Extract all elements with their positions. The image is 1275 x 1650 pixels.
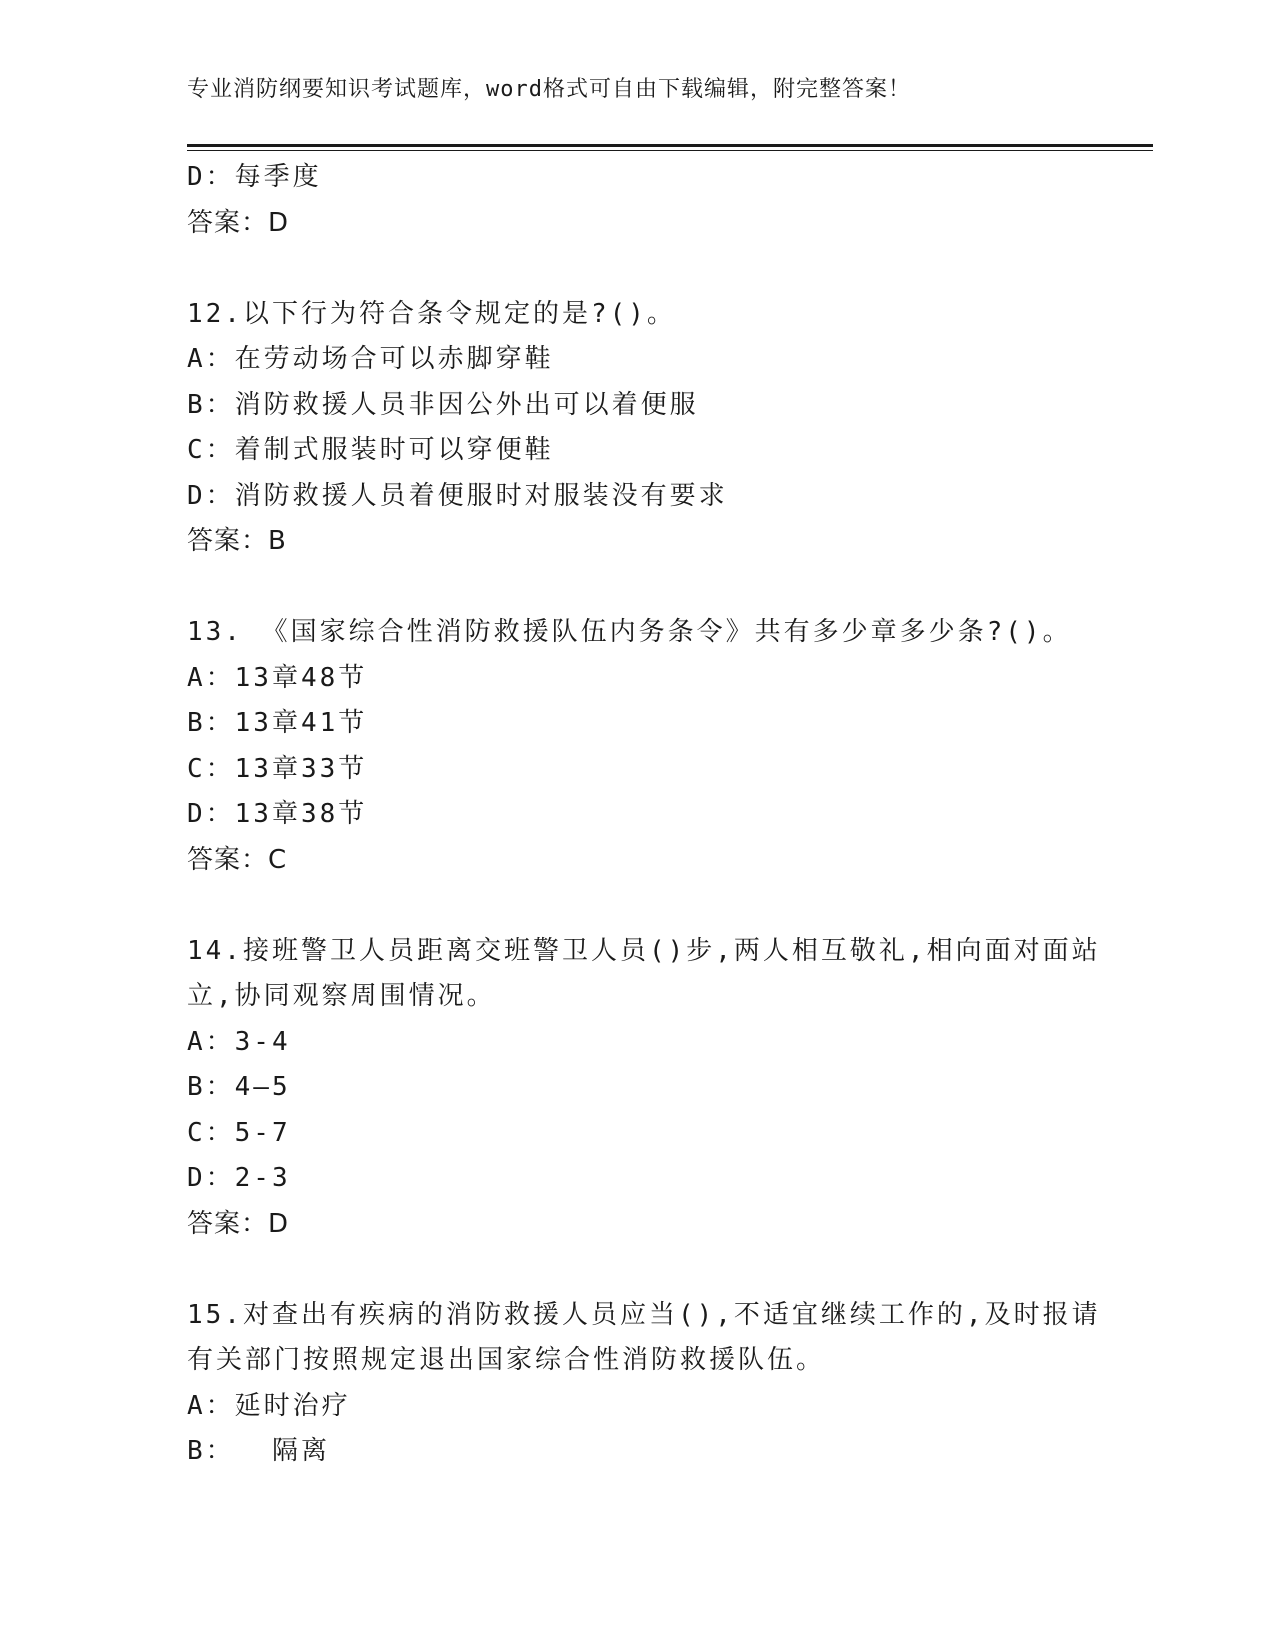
question-stem-12: 12.以下行为符合条令规定的是?()。 (187, 298, 676, 329)
question-stem-15-line-2: 有关部门按照规定退出国家综合性消防救援队伍。 (187, 1345, 826, 1375)
question-stem-14-line-2: 立,协同观察周围情况。 (187, 981, 496, 1011)
answer-line: 答案：C (187, 844, 288, 875)
option-b: B：消防救援人员非因公外出可以着便服 (187, 389, 699, 420)
option-c: C：着制式服装时可以穿便鞋 (187, 435, 554, 465)
option-c: C：5-7 (187, 1117, 291, 1148)
option-a: A：延时治疗 (187, 1390, 351, 1421)
answer-line: 答案：D (187, 1208, 290, 1239)
spacer (187, 246, 1087, 292)
question-stem-13: 13. 《国家综合性消防救援队伍内务条令》共有多少章多少条?()。 (187, 617, 1072, 647)
option-d: D：消防救援人员着便服时对服装没有要求 (187, 480, 728, 511)
page-header-note: 专业消防纲要知识考试题库，word格式可自由下载编辑，附完整答案！ (187, 77, 911, 102)
document-body (187, 155, 1101, 1475)
option-b: B：4—5 (187, 1072, 291, 1102)
option-a: A：3-4 (187, 1026, 291, 1057)
header-rule-thick (187, 144, 1153, 147)
spacer (187, 883, 1087, 929)
option-b: B：13章41节 (187, 708, 368, 738)
spacer (187, 565, 1087, 611)
header-rule-thin (187, 150, 1153, 151)
option-d: D：每季度 (187, 162, 322, 192)
spacer (187, 1247, 1087, 1293)
option-b: B： 隔离 (187, 1436, 330, 1466)
answer-line: 答案：D (187, 207, 290, 238)
option-a: A：在劳动场合可以赤脚穿鞋 (187, 344, 554, 374)
question-stem-14-line-1: 14.接班警卫人员距离交班警卫人员()步,两人相互敬礼,相向面对面站 (187, 935, 1101, 966)
option-d: D：13章38节 (187, 799, 368, 829)
option-a: A：13章48节 (187, 662, 368, 693)
option-c: C：13章33节 (187, 753, 368, 784)
answer-line: 答案：B (187, 526, 287, 556)
question-stem-15-line-1: 15.对查出有疾病的消防救援人员应当(),不适宜继续工作的,及时报请 (187, 1299, 1101, 1330)
option-d: D：2-3 (187, 1163, 291, 1193)
